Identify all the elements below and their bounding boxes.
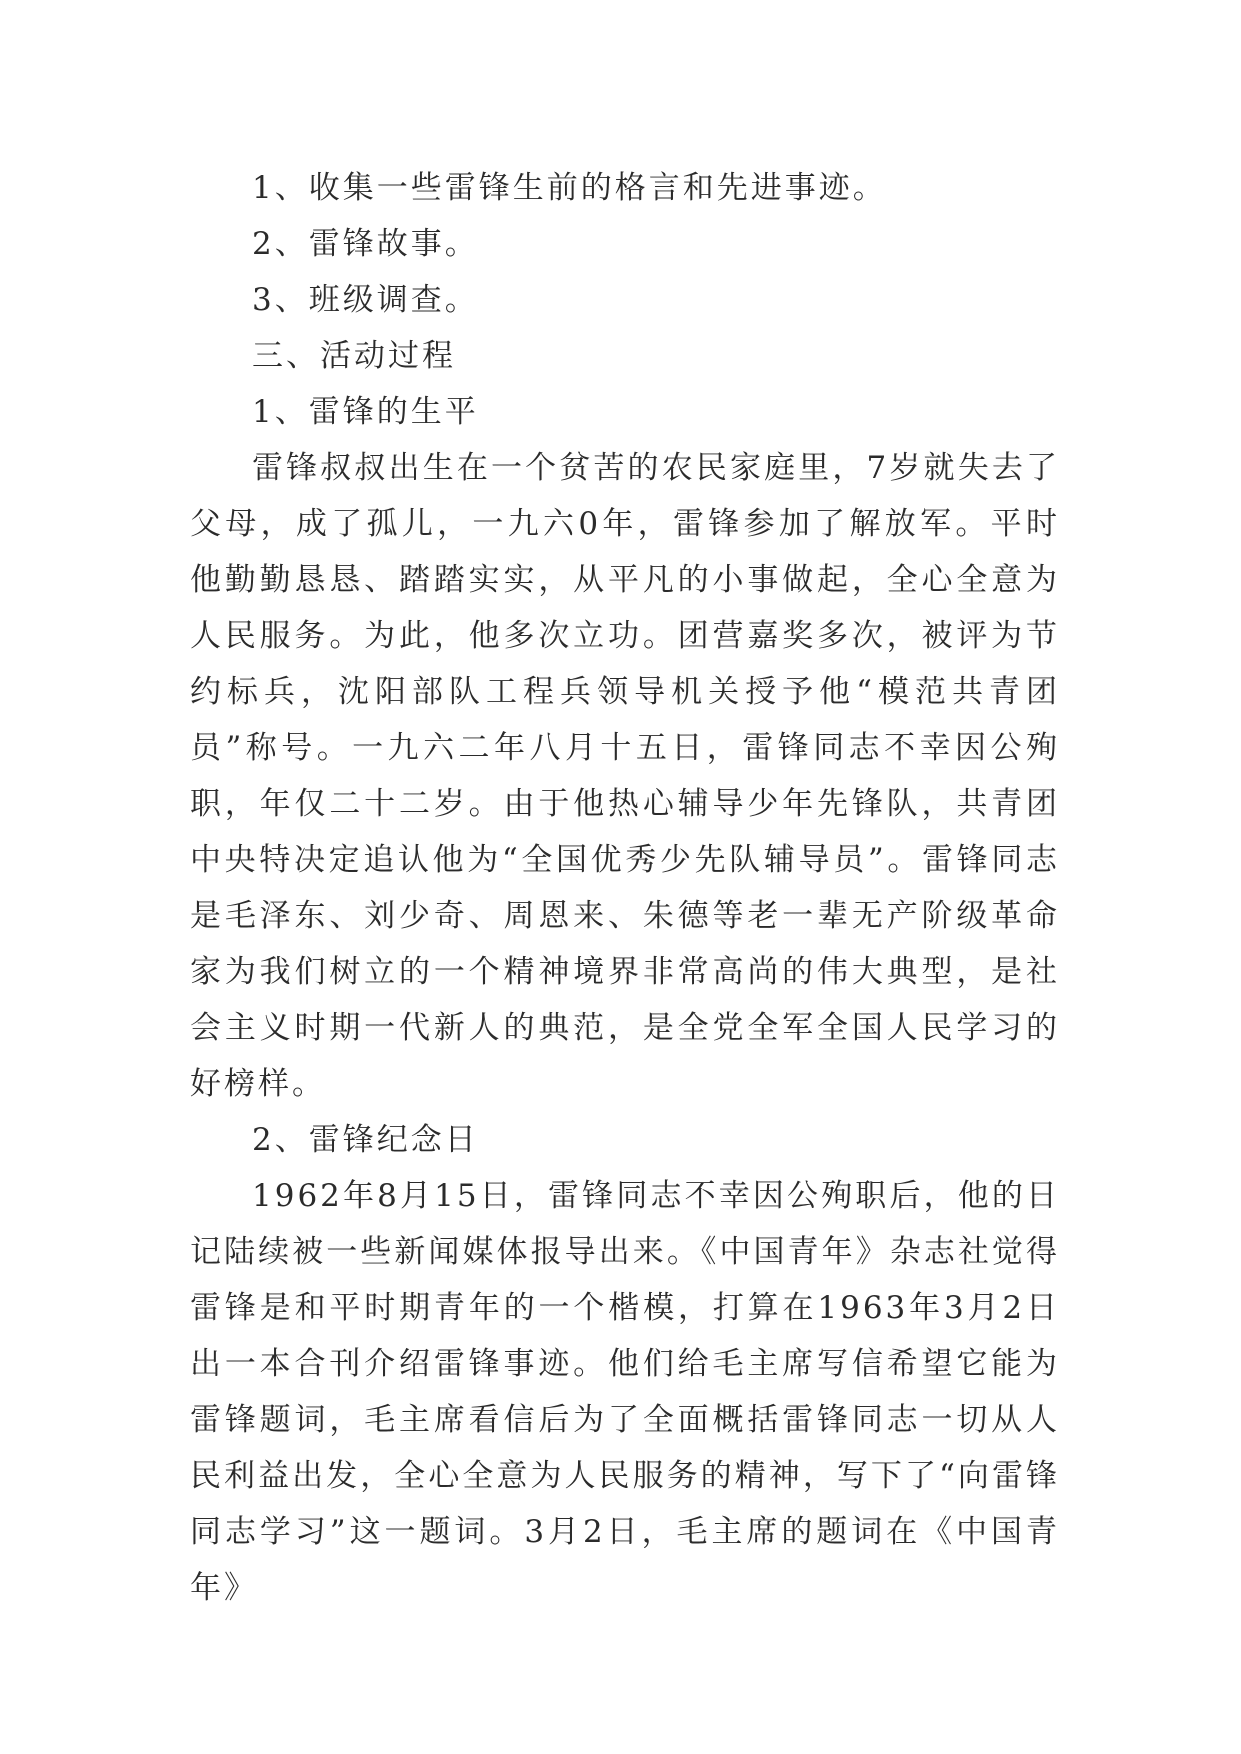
subheading-life: 1、雷锋的生平 xyxy=(252,394,479,430)
list-item-collect-maxims: 1、收集一些雷锋生前的格言和先进事迹。 xyxy=(252,170,887,206)
list-item-class-survey: 3、班级调查。 xyxy=(252,282,479,318)
list-item-stories: 2、雷锋故事。 xyxy=(252,226,479,262)
document-body xyxy=(190,160,1060,1616)
paragraph-life: 雷锋叔叔出生在一个贫苦的农民家庭里，7岁就失去了父母，成了孤儿，一九六0年，雷锋参加了解放军。平时他勤勤恳恳、踏踏实实，从平凡的小事做起，全心全意为人民服务。为此，他多次立功。团营嘉奖多次，被评为节约标兵，沈阳部队工程兵领导机关授予他“模范共青团员”称号。一九六二年八月十五日，雷锋同志不幸因公殉职，年仅二十二岁。由于他热心辅导少年先锋队，共青团中央特决定追认他为“全国优秀少先队辅导员”。雷锋同志是毛泽东、刘少奇、周恩来、朱德等老一辈无产阶级革命家为我们树立的一个精神境界非常高尚的伟大典型，是社会主义时期一代新人的典范，是全党全军全国人民学习的好榜样。 xyxy=(190,450,1060,1102)
section-heading-activity-process: 三、活动过程 xyxy=(252,338,456,374)
paragraph-memorial-day: 1962年8月15日，雷锋同志不幸因公殉职后，他的日记陆续被一些新闻媒体报导出来。《中国青年》杂志社觉得雷锋是和平时期青年的一个楷模，打算在1963年3月2日出一本合刊介绍雷锋事迹。他们给毛主席写信希望它能为雷锋题词，毛主席看信后为了全面概括雷锋同志一切从人民利益出发，全心全意为人民服务的精神，写下了“向雷锋同志学习”这一题词。3月2日，毛主席的题词在《中国青年》 xyxy=(190,1178,1060,1606)
subheading-memorial-day: 2、雷锋纪念日 xyxy=(252,1122,479,1158)
